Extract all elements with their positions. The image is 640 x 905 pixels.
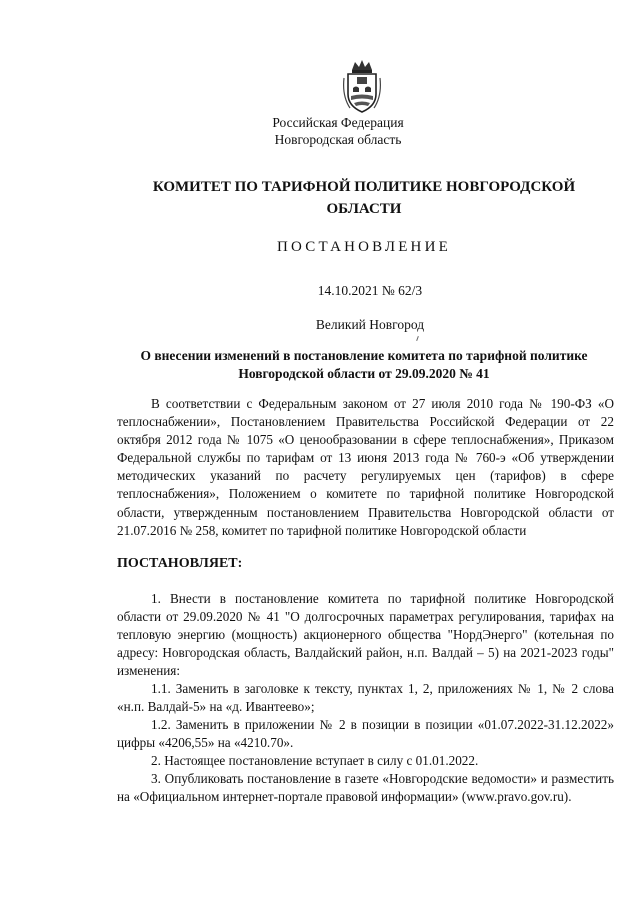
scan-mark [416, 336, 419, 341]
clause-1-1: 1.1. Заменить в заголовке к тексту, пунктах 1, 2, приложениях № 1, № 2 слова «н.п. Валдай-5» на «д. Ивантеево»; [117, 681, 614, 715]
document-subject-line-2: Новгородской области от 29.09.2020 № 41 [238, 366, 490, 381]
document-date-number: 14.10.2021 № 62/3 [317, 283, 423, 298]
committee-name-line-2: ОБЛАСТИ [326, 201, 402, 217]
clause-3: 3. Опубликовать постановление в газете «Новгородские ведомости» и разместить на «Официальном интернет-портале правовой информации» (www.pravo.gov.ru). [117, 771, 614, 805]
legal-basis-paragraph: В соответствии с Федеральным законом от 27 июля 2010 года № 190-ФЗ «О теплоснабжении», Постановлением Правительства Российской Федерации от 22 октября 2012 года № 1075 «О ценообразовании в сфере теплоснабжения», Приказом Федеральной службы по тарифам от 13 июня 2013 года № 760-э «Об утверждении методических указаний по расчету регулируемых цен (тарифов) в сфере теплоснабжения», Положением о комитете по тарифной политике Новгородской области, утвержденным постановлением Правительства Новгородской области от 21.07.2016 № 258, комитет по тарифной политике Новгородской области [117, 396, 614, 538]
document-subject-line-1: О внесении изменений в постановление комитета по тарифной политике [140, 348, 588, 363]
document-subject [44, 347, 640, 383]
region-name: Новгородская область [274, 132, 402, 147]
country-name: Российская Федерация [272, 115, 404, 130]
committee-name [44, 176, 640, 220]
committee-name-line-1: КОМИТЕТ ПО ТАРИФНОЙ ПОЛИТИКЕ НОВГОРОДСКОЙ [152, 179, 576, 195]
document-city: Великий Новгород [315, 317, 425, 332]
coat-of-arms-icon [342, 58, 382, 114]
clause-1-2: 1.2. Заменить в приложении № 2 в позиции в позиции «01.07.2022-31.12.2022» цифры «4206,55» на «4210.70». [117, 717, 614, 751]
clause-1: 1. Внести в постановление комитета по тарифной политике Новгородской области от 29.09.2020 № 41 "О долгосрочных параметрах регулирования, тарифах на тепловую энергию (мощность) акционерного общества "НордЭнерго" (котельная по адресу: Новгородская область, Валдайский район, н.п. Валдай – 5) на 2021-2023 годы" изменения: [117, 591, 614, 679]
clause-2: 2. Настоящее постановление вступает в силу с 01.01.2022. [151, 753, 479, 768]
decree-heading: ПОСТАНОВЛЯЕТ: [117, 556, 243, 571]
document-type: ПОСТАНОВЛЕНИЕ [277, 239, 451, 255]
